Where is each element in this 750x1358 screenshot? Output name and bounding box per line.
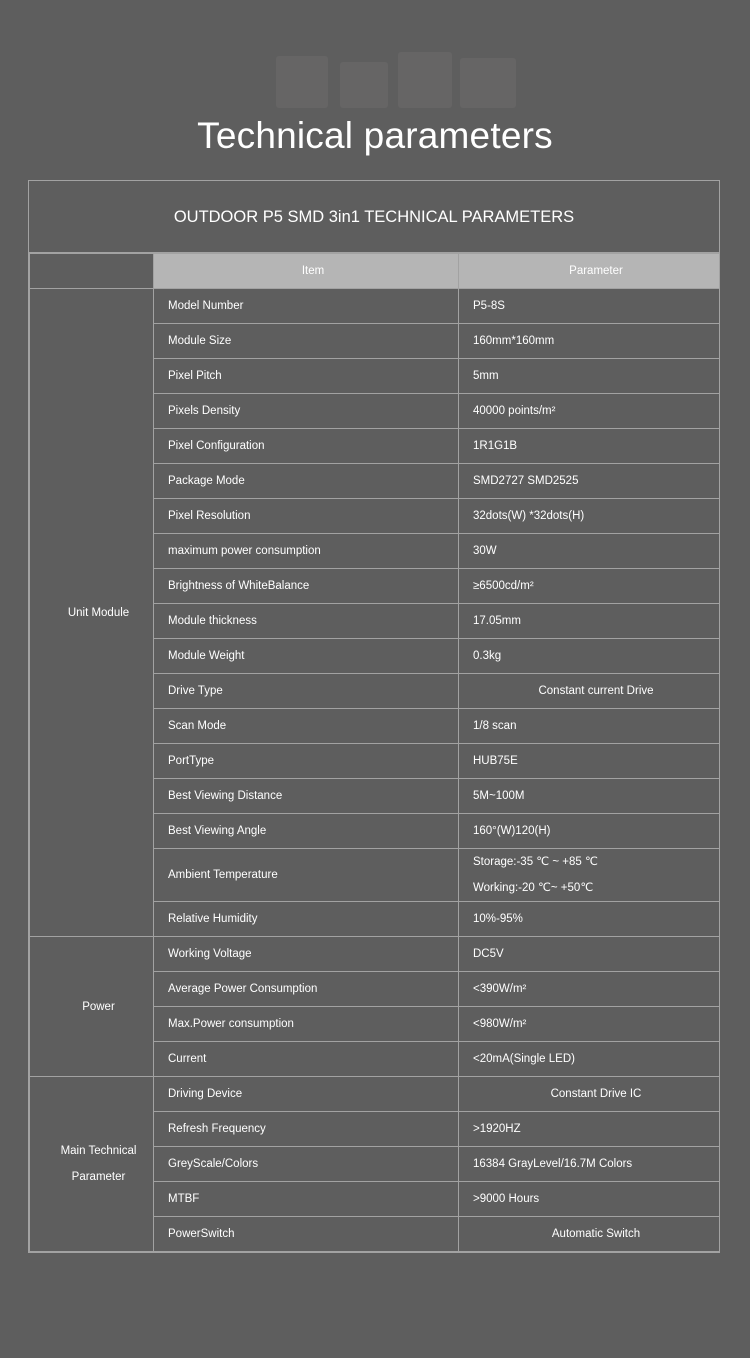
group-label-main-technical-parameter bbox=[30, 1077, 154, 1252]
group-label-line2: Parameter bbox=[71, 1171, 126, 1183]
row-value: 1R1G1B bbox=[459, 429, 720, 464]
row-item-label: Pixels Density bbox=[154, 394, 459, 429]
background-watermark bbox=[248, 52, 548, 112]
row-item-label: Module Size bbox=[154, 324, 459, 359]
row-value: 32dots(W) *32dots(H) bbox=[459, 499, 720, 534]
row-value: DC5V bbox=[459, 937, 720, 972]
specification-table-frame bbox=[28, 180, 720, 1253]
table-header-row bbox=[30, 254, 720, 289]
row-item-label: Ambient Temperature bbox=[154, 849, 459, 902]
row-item-label: Drive Type bbox=[154, 674, 459, 709]
table-banner-title: OUTDOOR P5 SMD 3in1 TECHNICAL PARAMETERS bbox=[29, 181, 719, 253]
row-value: Automatic Switch bbox=[459, 1217, 720, 1252]
row-value: 10%-95% bbox=[459, 902, 720, 937]
row-value: SMD2727 SMD2525 bbox=[459, 464, 720, 499]
header-parameter: Parameter bbox=[459, 254, 720, 289]
row-item-label: Current bbox=[154, 1042, 459, 1077]
group-label-line1: Main Technical bbox=[60, 1145, 137, 1157]
row-value: 30W bbox=[459, 534, 720, 569]
row-item-label: Pixel Pitch bbox=[154, 359, 459, 394]
row-value: 5M~100M bbox=[459, 779, 720, 814]
row-value: 5mm bbox=[459, 359, 720, 394]
table-row bbox=[30, 1077, 720, 1112]
row-value: 16384 GrayLevel/16.7M Colors bbox=[459, 1147, 720, 1182]
row-item-label: Pixel Resolution bbox=[154, 499, 459, 534]
row-item-label: Best Viewing Angle bbox=[154, 814, 459, 849]
row-item-label: Module thickness bbox=[154, 604, 459, 639]
row-item-label: Average Power Consumption bbox=[154, 972, 459, 1007]
row-value: >1920HZ bbox=[459, 1112, 720, 1147]
row-item-label: PowerSwitch bbox=[154, 1217, 459, 1252]
row-value: 40000 points/m² bbox=[459, 394, 720, 429]
row-item-label: Relative Humidity bbox=[154, 902, 459, 937]
row-item-label: Model Number bbox=[154, 289, 459, 324]
row-item-label: MTBF bbox=[154, 1182, 459, 1217]
group-label-unit-module: Unit Module bbox=[30, 289, 154, 937]
page-title: Technical parameters bbox=[197, 115, 553, 156]
row-value: ≥6500cd/m² bbox=[459, 569, 720, 604]
row-item-label: Best Viewing Distance bbox=[154, 779, 459, 814]
row-value: <980W/m² bbox=[459, 1007, 720, 1042]
row-value: <390W/m² bbox=[459, 972, 720, 1007]
row-value: HUB75E bbox=[459, 744, 720, 779]
row-value: Constant current Drive bbox=[459, 674, 720, 709]
header-item: Item bbox=[154, 254, 459, 289]
row-item-label: Package Mode bbox=[154, 464, 459, 499]
row-item-label: Working Voltage bbox=[154, 937, 459, 972]
row-value bbox=[459, 849, 720, 902]
row-value: 0.3kg bbox=[459, 639, 720, 674]
group-label-power: Power bbox=[30, 937, 154, 1077]
row-item-label: Refresh Frequency bbox=[154, 1112, 459, 1147]
row-value: <20mA(Single LED) bbox=[459, 1042, 720, 1077]
row-item-label: Brightness of WhiteBalance bbox=[154, 569, 459, 604]
header-corner-cell bbox=[30, 254, 154, 289]
row-item-label: Max.Power consumption bbox=[154, 1007, 459, 1042]
row-value: 1/8 scan bbox=[459, 709, 720, 744]
row-item-label: Driving Device bbox=[154, 1077, 459, 1112]
table-row bbox=[30, 289, 720, 324]
row-item-label: Pixel Configuration bbox=[154, 429, 459, 464]
row-item-label: Module Weight bbox=[154, 639, 459, 674]
row-value: 160°(W)120(H) bbox=[459, 814, 720, 849]
table-row bbox=[30, 937, 720, 972]
row-value: P5-8S bbox=[459, 289, 720, 324]
row-item-label: Scan Mode bbox=[154, 709, 459, 744]
row-value: >9000 Hours bbox=[459, 1182, 720, 1217]
ambient-storage-line: Storage:-35 ℃ ~ +85 ℃ bbox=[473, 856, 598, 868]
specification-table bbox=[29, 253, 720, 1252]
row-value: 17.05mm bbox=[459, 604, 720, 639]
row-value: 160mm*160mm bbox=[459, 324, 720, 359]
ambient-working-line: Working:-20 ℃~ +50℃ bbox=[473, 882, 594, 894]
row-item-label: PortType bbox=[154, 744, 459, 779]
row-item-label: GreyScale/Colors bbox=[154, 1147, 459, 1182]
row-item-label: maximum power consumption bbox=[154, 534, 459, 569]
row-value: Constant Drive IC bbox=[459, 1077, 720, 1112]
